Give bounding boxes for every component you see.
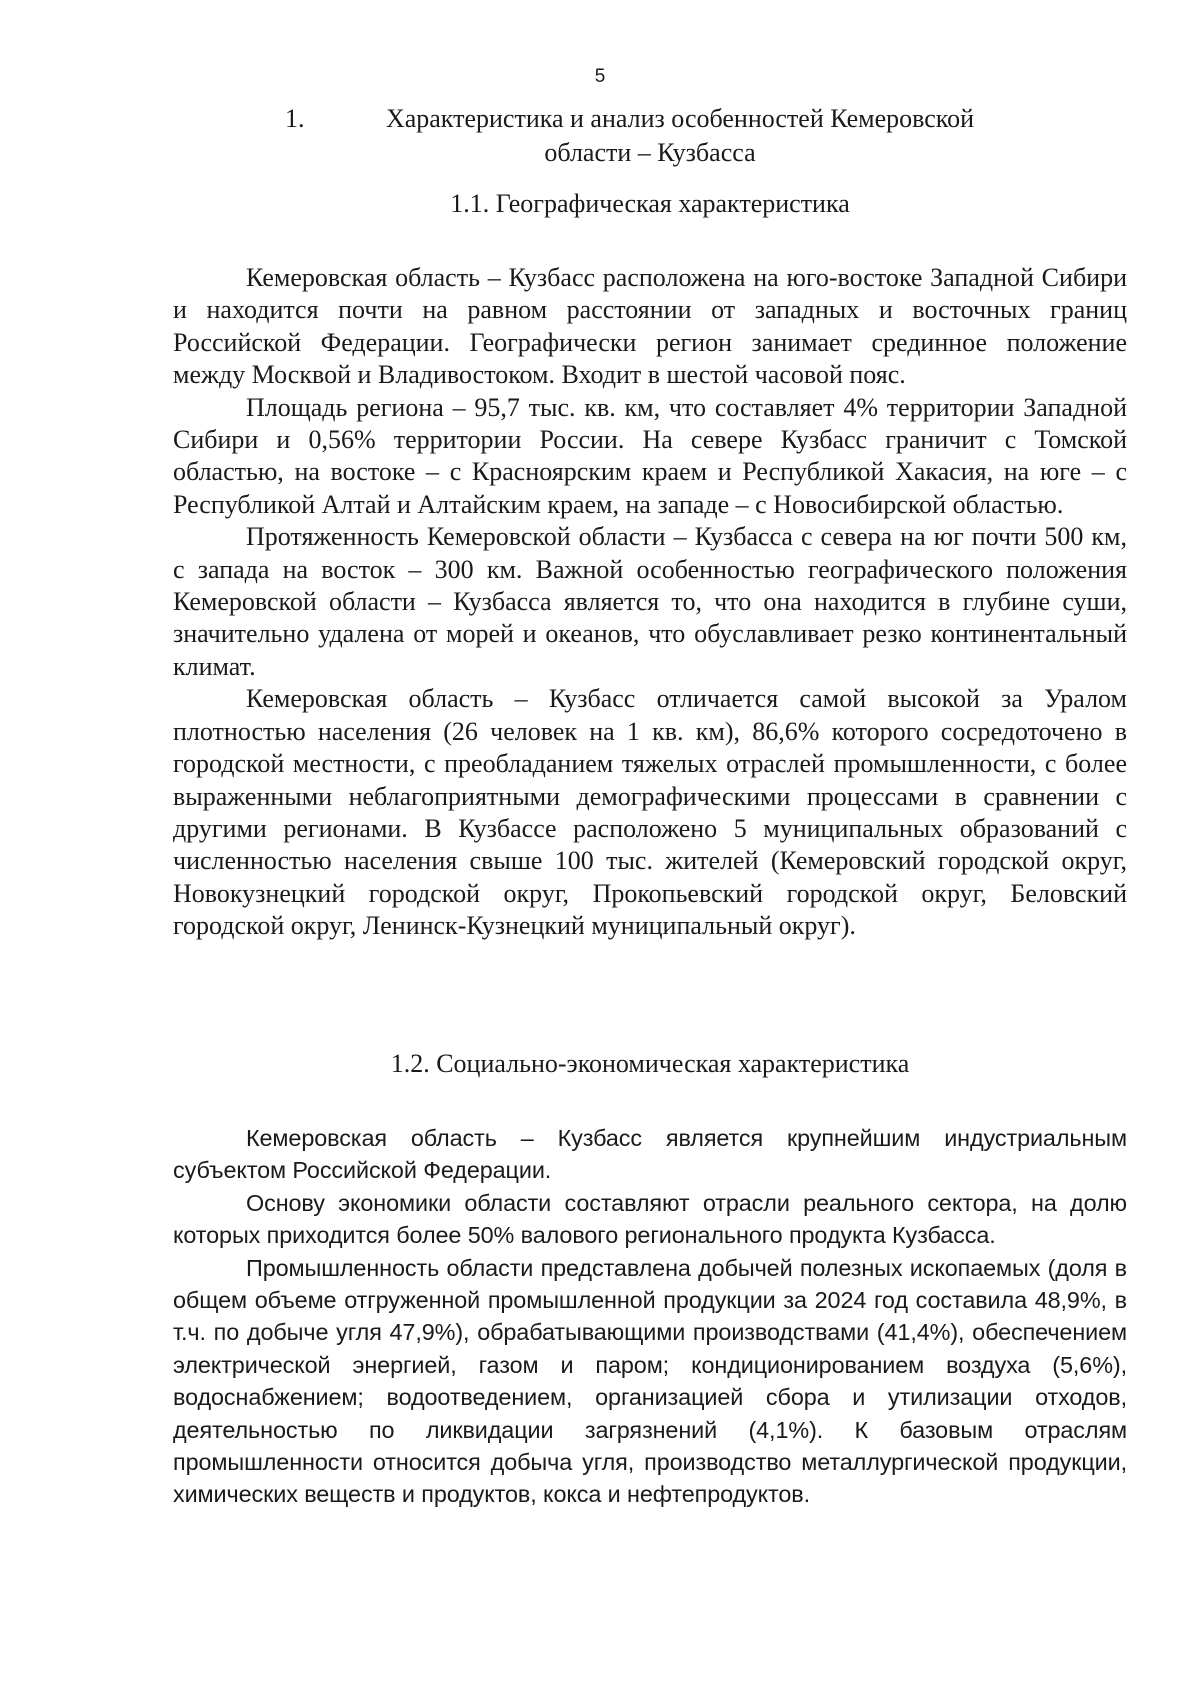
section-title-socioeconomic: 1.2. Социально-экономическая характеристика xyxy=(390,1049,910,1078)
section-title-geography: 1.1. Географическая характеристика xyxy=(450,189,850,218)
paragraph: Протяженность Кемеровской области – Кузбасса с севера на юг почти 500 км, с запада на восток – 300 км. Важной особенностью географического положения Кемеровской области – Кузбасса является то, что она находится в глубине суши, значительно удалена от морей и океанов, что обуславливает резко континентальный климат. xyxy=(173,522,1127,681)
section-socioeconomic-body xyxy=(173,1122,1127,1511)
paragraph: Промышленность области представлена добычей полезных ископаемых (доля в общем объеме отгруженной промышленной продукции за 2024 год составила 48,9%, в т.ч. по добыче угля 47,9%), обрабатывающими производствами (41,4%), обеспечением электрической энергией, газом и паром; кондиционированием воздуха (5,6%), водоснабжением; водоотведением, организацией сбора и утилизации отходов, деятельностью по ликвидации загрязнений (4,1%). К базовым отраслям промышленности относится добыча угля, производство металлургической продукции, химических веществ и продуктов, кокса и нефтепродуктов. xyxy=(173,1254,1127,1508)
chapter-title-line2: области – Кузбасса xyxy=(544,138,756,167)
paragraph: Кемеровская область – Кузбасс отличается самой высокой за Уралом плотностью населения (26 человек на 1 кв. км), 86,6% которого сосредоточено в городской местности, с преобладанием тяжелых отраслей промышленности, с более выраженными неблагоприятными демографическими процессами в сравнении с другими регионами. В Кузбассе расположено 5 муниципальных образований с численностью населения свыше 100 тыс. жителей (Кемеровский городской округ, Новокузнецкий городской округ, Прокопьевский городской округ, Беловский городской округ, Ленинск-Кузнецкий муниципальный округ). xyxy=(173,684,1127,941)
paragraph: Площадь региона – 95,7 тыс. кв. км, что составляет 4% территории Западной Сибири и 0,56% территории России. На севере Кузбасс граничит с Томской областью, на востоке – с Красноярским краем и Республикой Хакасия, на юге – с Республикой Алтай и Алтайским краем, на западе – с Новосибирской областью. xyxy=(173,392,1127,519)
chapter-number: 1. xyxy=(285,104,305,133)
chapter-title-line1: Характеристика и анализ особенностей Кемеровской xyxy=(385,104,975,133)
chapter-title xyxy=(173,102,1127,170)
section-geography-body xyxy=(173,262,1127,943)
paragraph: Основу экономики области составляют отрасли реального сектора, на долю которых приходится более 50% валового регионального продукта Кузбасса. xyxy=(173,1189,1127,1249)
paragraph: Кемеровская область – Кузбасс является крупнейшим индустриальным субъектом Российской Федерации. xyxy=(173,1125,1127,1184)
page-number: 5 xyxy=(594,66,606,87)
paragraph: Кемеровская область – Кузбасс расположена на юго-востоке Западной Сибири и находится почти на равном расстоянии от западных и восточных границ Российской Федерации. Географически регион занимает срединное положение между Москвой и Владивостоком. Входит в шестой часовой пояс. xyxy=(173,263,1127,390)
